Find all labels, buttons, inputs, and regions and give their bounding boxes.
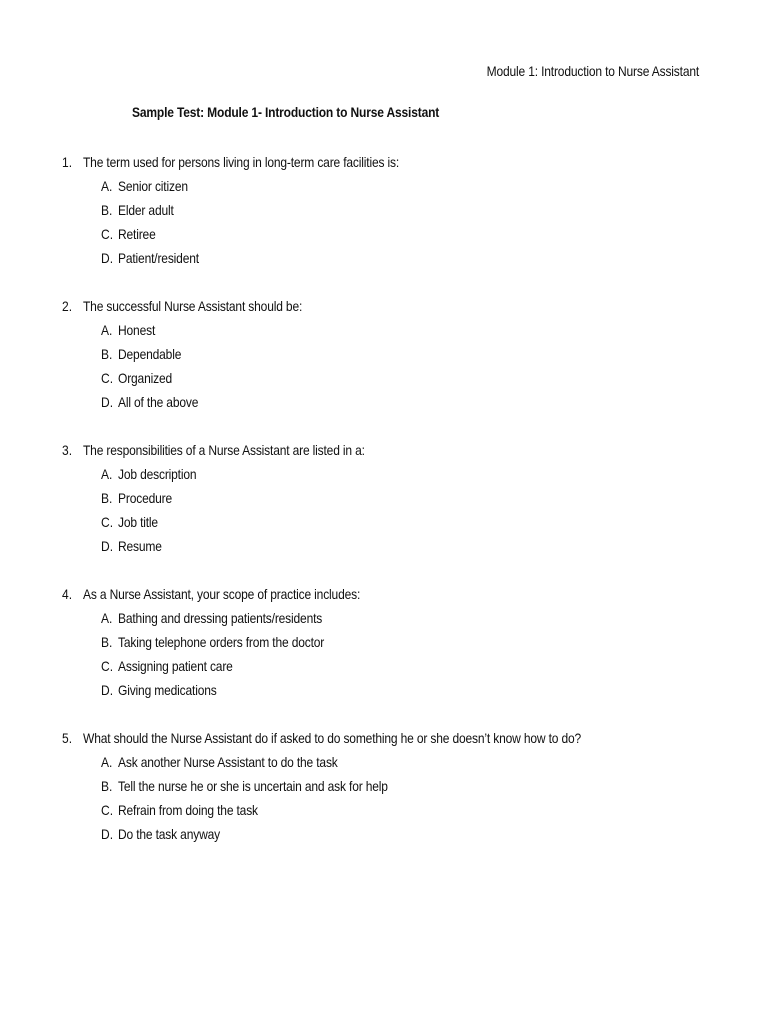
question-stem [62,294,702,318]
option-text: Taking telephone orders from the doctor [118,634,325,650]
option-c [62,366,702,390]
option-d [62,390,702,414]
option-d [62,678,702,702]
option-d [62,534,702,558]
option-text: Assigning patient care [118,658,233,674]
option-a [62,318,702,342]
option-c [62,654,702,678]
option-letter: C. [101,370,114,386]
question-number: 4. [62,586,73,602]
question-text: What should the Nurse Assistant do if asked to do something he or she doesn’t know how to do? [83,730,582,746]
question-number: 3. [62,442,73,458]
question-text: The responsibilities of a Nurse Assistant are listed in a: [83,442,365,458]
question-stem [62,150,702,174]
option-text: Tell the nurse he or she is uncertain and ask for help [118,778,388,794]
option-d [62,822,702,846]
question-4 [62,582,702,702]
option-a [62,462,702,486]
option-letter: B. [101,778,113,794]
option-text: Bathing and dressing patients/residents [118,610,323,626]
option-letter: D. [101,394,114,410]
module-header: Module 1: Introduction to Nurse Assistant [486,63,699,79]
option-letter: B. [101,634,113,650]
option-text: Organized [118,370,173,386]
question-number: 2. [62,298,73,314]
option-d [62,246,702,270]
option-letter: D. [101,826,114,842]
question-5 [62,726,702,846]
option-c [62,510,702,534]
option-letter: D. [101,250,114,266]
option-text: Refrain from doing the task [118,802,258,818]
option-letter: A. [101,754,113,770]
option-b [62,198,702,222]
question-number: 5. [62,730,73,746]
option-text: Retiree [118,226,156,242]
option-a [62,174,702,198]
option-letter: A. [101,322,113,338]
option-b [62,630,702,654]
option-text: Honest [118,322,156,338]
option-text: Giving medications [118,682,217,698]
option-text: Job description [118,466,197,482]
option-letter: D. [101,538,114,554]
question-list [62,150,702,870]
option-letter: B. [101,490,113,506]
option-letter: A. [101,178,113,194]
question-text: The successful Nurse Assistant should be: [83,298,303,314]
option-letter: D. [101,682,114,698]
option-text: Job title [118,514,158,530]
question-text: As a Nurse Assistant, your scope of practice includes: [83,586,361,602]
option-b [62,342,702,366]
option-text: Resume [118,538,162,554]
page-title: Sample Test: Module 1- Introduction to Nurse Assistant [132,104,440,120]
option-text: Patient/resident [118,250,199,266]
option-text: Elder adult [118,202,174,218]
option-b [62,486,702,510]
option-text: Senior citizen [118,178,188,194]
option-text: Do the task anyway [118,826,220,842]
question-1 [62,150,702,270]
option-text: All of the above [118,394,199,410]
option-c [62,798,702,822]
option-b [62,774,702,798]
option-a [62,606,702,630]
option-letter: B. [101,202,113,218]
question-text: The term used for persons living in long-term care facilities is: [83,154,400,170]
option-letter: A. [101,466,113,482]
question-stem [62,582,702,606]
option-a [62,750,702,774]
option-letter: A. [101,610,113,626]
option-letter: C. [101,514,114,530]
question-stem [62,726,702,750]
option-letter: C. [101,226,114,242]
option-letter: B. [101,346,113,362]
option-letter: C. [101,802,114,818]
question-2 [62,294,702,414]
option-text: Procedure [118,490,173,506]
option-text: Dependable [118,346,182,362]
question-stem [62,438,702,462]
option-letter: C. [101,658,114,674]
option-c [62,222,702,246]
question-number: 1. [62,154,73,170]
question-3 [62,438,702,558]
option-text: Ask another Nurse Assistant to do the task [118,754,338,770]
